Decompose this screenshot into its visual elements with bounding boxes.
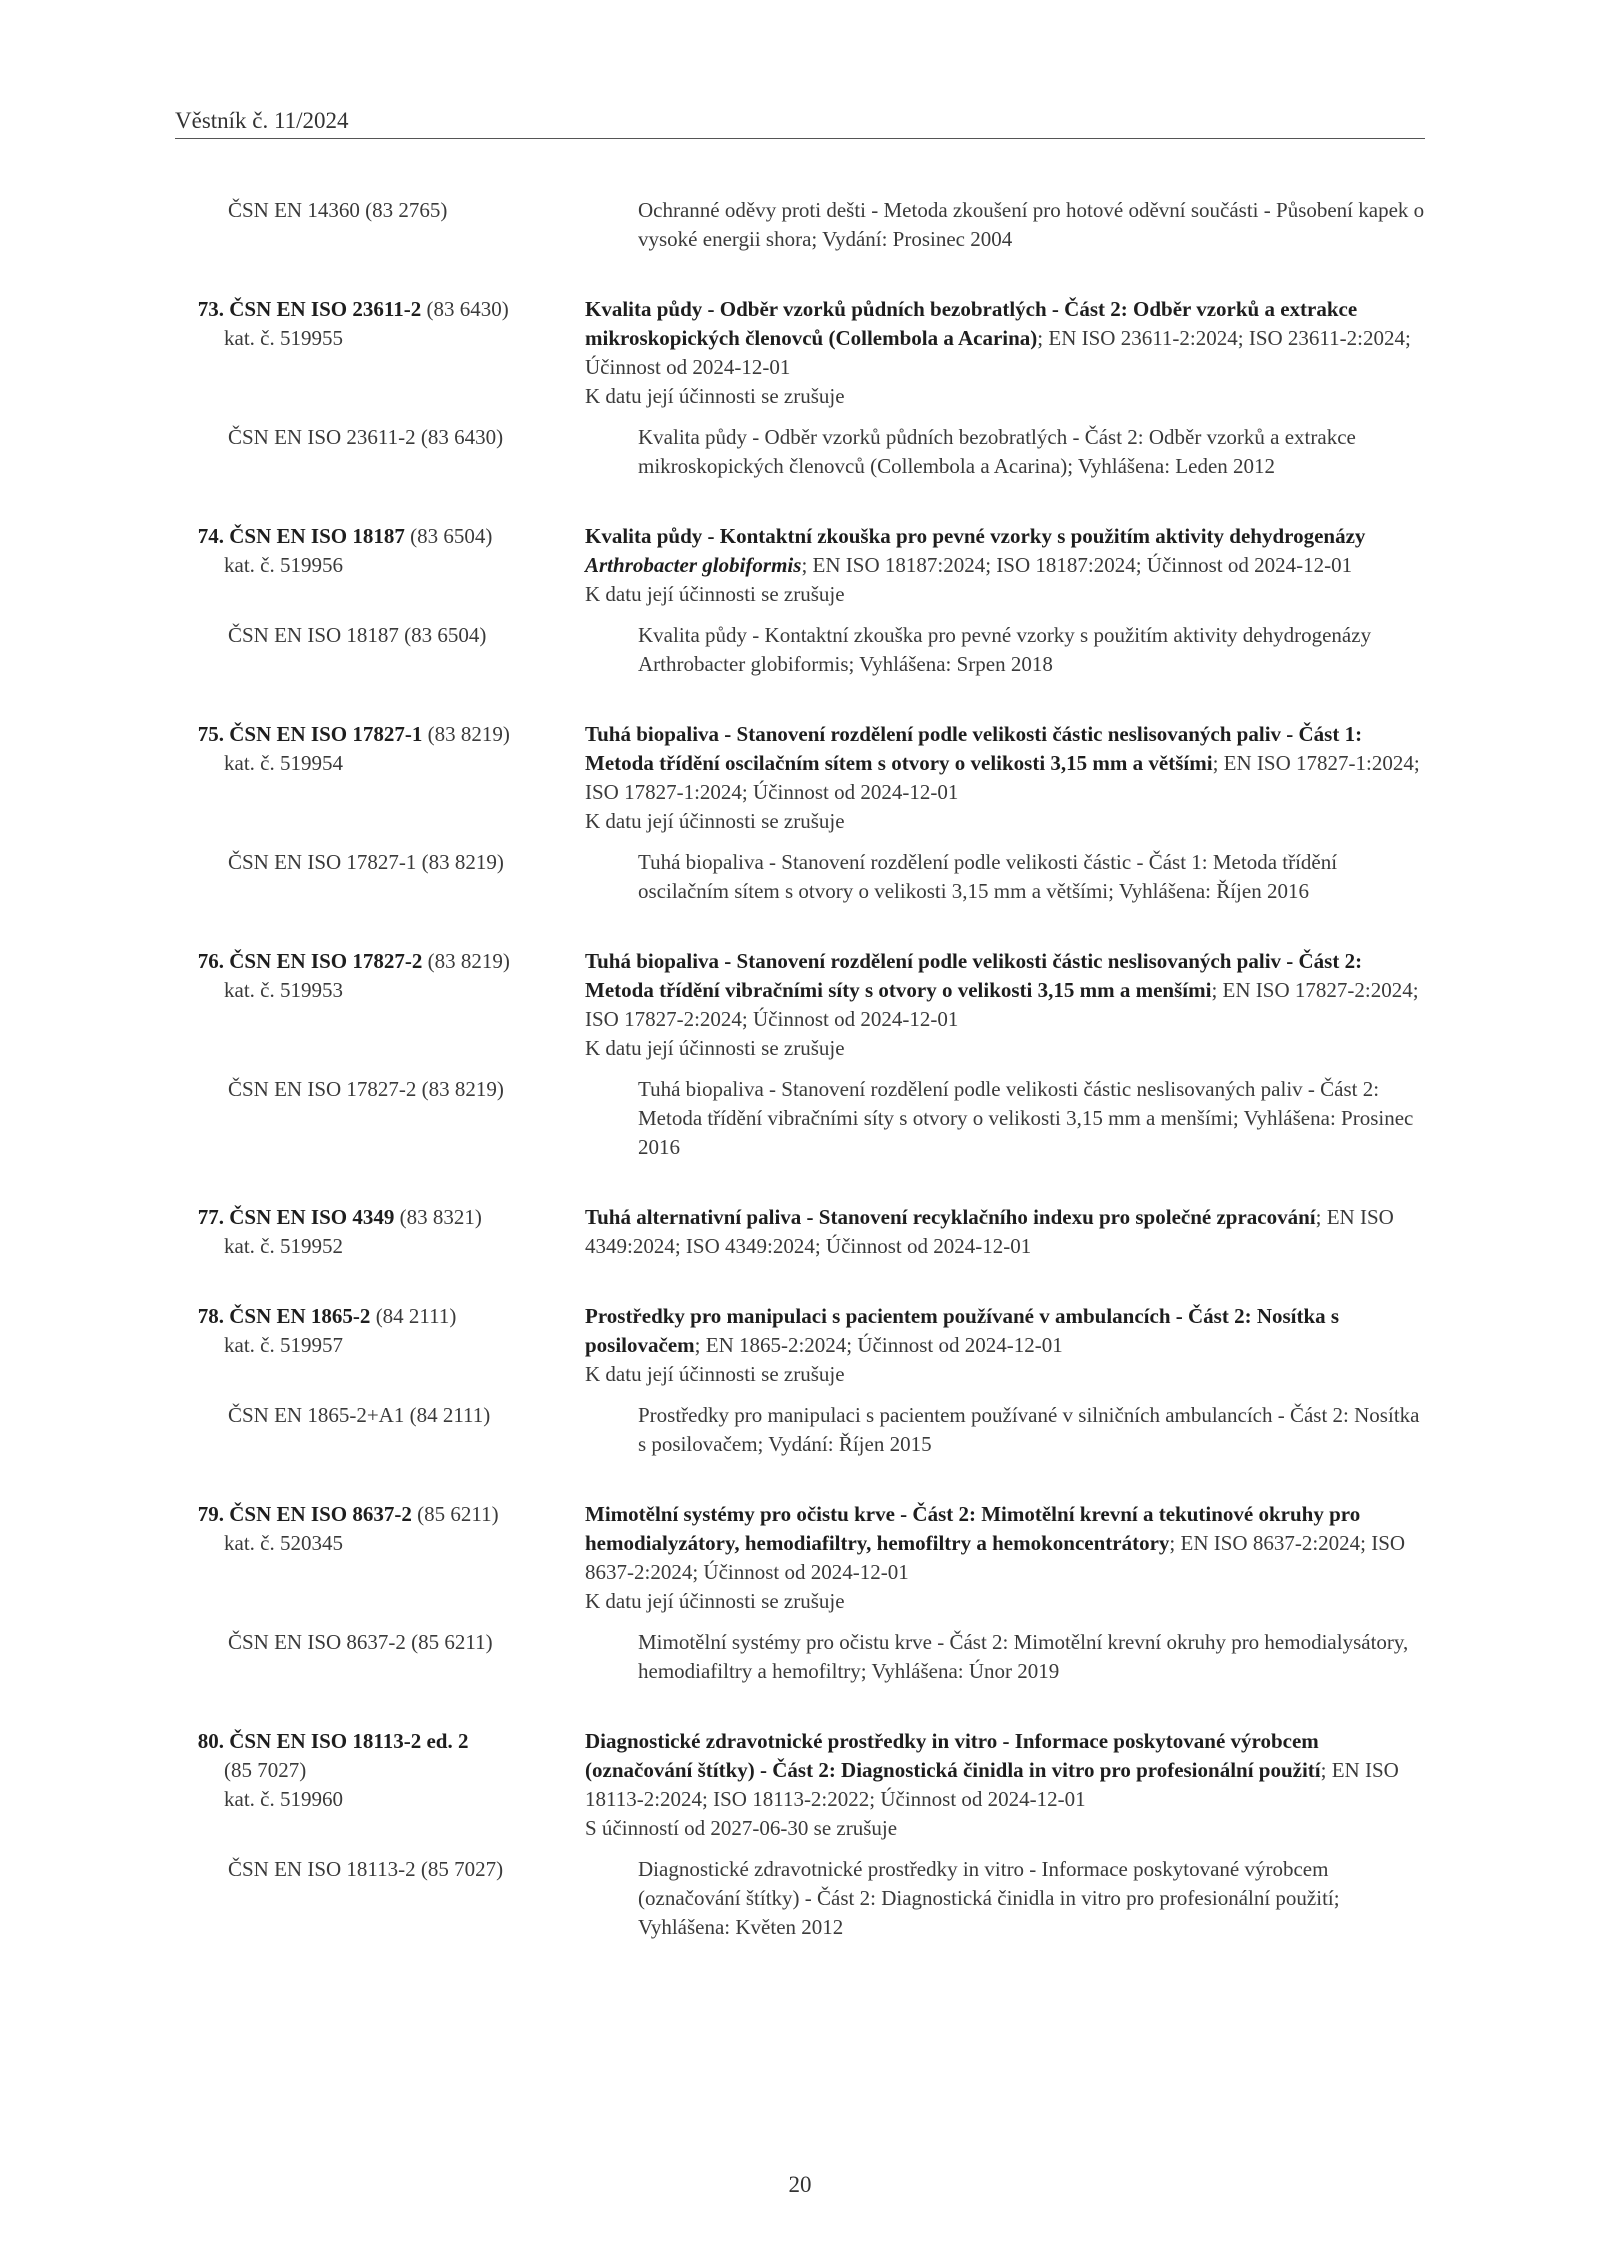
classification-code: (85 7027) bbox=[224, 1758, 307, 1782]
standard-code: ČSN EN ISO 17827-1 bbox=[229, 722, 423, 746]
replaced-standard-code: ČSN EN 1865-2+A1 (84 2111) bbox=[228, 1403, 491, 1427]
standard-code: ČSN EN ISO 4349 bbox=[229, 1205, 395, 1229]
standard-code: ČSN EN ISO 18113-2 ed. 2 bbox=[229, 1729, 469, 1753]
standard-title: Tuhá biopaliva - Stanovení rozdělení podle velikosti částic neslisovaných paliv - Část 2: Metoda třídění vibračními síty s otvory o velikosti 3,15 mm a menšími bbox=[585, 949, 1363, 1002]
standard-entry-80 bbox=[175, 1727, 1425, 1942]
standard-details: ; EN ISO 17827-2:2024; ISO 17827-2:2024; Účinnost od 2024-12-01 bbox=[585, 978, 1419, 1031]
entry-number: 77. bbox=[197, 1205, 224, 1229]
standard-title-italic: Arthrobacter globiformis bbox=[585, 553, 802, 577]
standard-details: ; EN ISO 4349:2024; ISO 4349:2024; Účinnost od 2024-12-01 bbox=[585, 1205, 1394, 1258]
replaced-standard-text: Kvalita půdy - Odběr vzorků půdních bezobratlých - Část 2: Odběr vzorků a extrakce mikroskopických členovců (Collembola a Acarina); Vyhlášena: Leden 2012 bbox=[638, 425, 1356, 478]
replaced-standard-code: ČSN EN ISO 18187 (83 6504) bbox=[228, 623, 487, 647]
replaced-standard-text: Mimotělní systémy pro očistu krve - Část 2: Mimotělní krevní okruhy pro hemodialysátory, hemodiafiltry a hemofiltry; Vyhlášena: Únor 2019 bbox=[638, 1630, 1409, 1683]
standard-code: ČSN EN 1865-2 bbox=[229, 1304, 371, 1328]
entry-number: 78. bbox=[197, 1304, 224, 1328]
classification-code: (83 6430) bbox=[426, 297, 509, 321]
standard-details: ; EN ISO 17827-1:2024; ISO 17827-1:2024; Účinnost od 2024-12-01 bbox=[585, 751, 1420, 804]
standard-code: ČSN EN ISO 17827-2 bbox=[229, 949, 423, 973]
catalog-number: kat. č. 519954 bbox=[224, 751, 343, 775]
standard-entry-76 bbox=[175, 947, 1425, 1162]
replaced-standard-code: ČSN EN ISO 17827-2 (83 8219) bbox=[228, 1077, 504, 1101]
replaced-standard-text: Prostředky pro manipulaci s pacientem používané v silničních ambulancích - Část 2: Nosítka s posilovačem; Vydání: Říjen 2015 bbox=[638, 1403, 1420, 1456]
catalog-number: kat. č. 520345 bbox=[224, 1531, 343, 1555]
entry-number: 79. bbox=[197, 1502, 224, 1526]
standard-details: ; EN ISO 18113-2:2024; ISO 18113-2:2022; Účinnost od 2024-12-01 bbox=[585, 1758, 1399, 1811]
classification-code: (83 8321) bbox=[399, 1205, 482, 1229]
bulletin-header: Věstník č. 11/2024 bbox=[175, 108, 1425, 139]
entry-number: 80. bbox=[197, 1729, 224, 1753]
standard-title: Diagnostické zdravotnické prostředky in vitro - Informace poskytované výrobcem (označování štítky) - Část 2: Diagnostická činidla in vitro pro profesionální použití bbox=[585, 1729, 1321, 1782]
standard-title: Kvalita půdy - Odběr vzorků půdních bezobratlých - Část 2: Odběr vzorků a extrakce mikroskopických členovců (Collembola a Acarina) bbox=[585, 297, 1358, 350]
standards-list bbox=[175, 196, 1425, 1983]
catalog-number: kat. č. 519952 bbox=[224, 1234, 343, 1258]
replaced-standard-text: Tuhá biopaliva - Stanovení rozdělení podle velikosti částic neslisovaných paliv - Část 2: Metoda třídění vibračními síty s otvory o velikosti 3,15 mm a menšími; Vyhlášena: Prosinec 2016 bbox=[638, 1077, 1414, 1159]
standard-details: ; EN ISO 8637-2:2024; ISO 8637-2:2024; Účinnost od 2024-12-01 bbox=[585, 1531, 1406, 1584]
standard-title: Tuhá alternativní paliva - Stanovení recyklačního indexu pro společné zpracování bbox=[585, 1205, 1316, 1229]
replacement-note: K datu její účinnosti se zrušuje bbox=[585, 809, 845, 833]
replaced-standard-code: ČSN EN 14360 (83 2765) bbox=[228, 198, 448, 222]
catalog-number: kat. č. 519957 bbox=[224, 1333, 343, 1357]
standard-details: ; EN 1865-2:2024; Účinnost od 2024-12-01 bbox=[694, 1333, 1063, 1357]
standard-entry-75 bbox=[175, 720, 1425, 906]
standard-entry-77 bbox=[175, 1203, 1425, 1261]
replaced-standard-code: ČSN EN ISO 23611-2 (83 6430) bbox=[228, 425, 504, 449]
catalog-number: kat. č. 519956 bbox=[224, 553, 343, 577]
catalog-number: kat. č. 519955 bbox=[224, 326, 343, 350]
standard-code: ČSN EN ISO 18187 bbox=[229, 524, 405, 548]
standard-code: ČSN EN ISO 8637-2 bbox=[229, 1502, 412, 1526]
standard-title: Prostředky pro manipulaci s pacientem používané v ambulancích - Část 2: Nosítka s posilovačem bbox=[585, 1304, 1340, 1357]
page-number: 20 bbox=[788, 2172, 812, 2197]
entry-number: 76. bbox=[197, 949, 224, 973]
standard-title: Kvalita půdy - Kontaktní zkouška pro pevné vzorky s použitím aktivity dehydrogenázy bbox=[585, 524, 1366, 548]
replacement-note: K datu její účinnosti se zrušuje bbox=[585, 384, 845, 408]
replaced-standard-text: Ochranné oděvy proti dešti - Metoda zkoušení pro hotové oděvní součásti - Působení kapek o vysoké energii shora; Vydání: Prosinec 2004 bbox=[638, 198, 1425, 251]
entry-number: 74. bbox=[197, 524, 224, 548]
replacement-note: K datu její účinnosti se zrušuje bbox=[585, 582, 845, 606]
classification-code: (85 6211) bbox=[417, 1502, 499, 1526]
replaced-standard-text: Diagnostické zdravotnické prostředky in vitro - Informace poskytované výrobcem (označování štítky) - Část 2: Diagnostická činidla in vitro pro profesionální použití; Vyhlášena: Květen 2012 bbox=[638, 1857, 1340, 1939]
replaced-standard-code: ČSN EN ISO 17827-1 (83 8219) bbox=[228, 850, 504, 874]
standard-details: ; EN ISO 23611-2:2024; ISO 23611-2:2024; Účinnost od 2024-12-01 bbox=[585, 326, 1411, 379]
replacement-note: K datu její účinnosti se zrušuje bbox=[585, 1036, 845, 1060]
replaced-standard-code: ČSN EN ISO 8637-2 (85 6211) bbox=[228, 1630, 493, 1654]
catalog-number: kat. č. 519960 bbox=[224, 1787, 343, 1811]
classification-code: (84 2111) bbox=[375, 1304, 457, 1328]
entry-number: 73. bbox=[197, 297, 224, 321]
classification-code: (83 6504) bbox=[410, 524, 493, 548]
replaced-standard-text: Tuhá biopaliva - Stanovení rozdělení podle velikosti částic - Část 1: Metoda třídění oscilačním sítem s otvory o velikosti 3,15 mm a většími; Vyhlášena: Říjen 2016 bbox=[638, 850, 1338, 903]
classification-code: (83 8219) bbox=[427, 949, 510, 973]
standard-entry-73 bbox=[175, 295, 1425, 481]
continuation-entry bbox=[175, 196, 1425, 254]
replaced-standard-text: Kvalita půdy - Kontaktní zkouška pro pevné vzorky s použitím aktivity dehydrogenázy Arthrobacter globiformis; Vyhlášena: Srpen 2018 bbox=[638, 623, 1372, 676]
classification-code: (83 8219) bbox=[427, 722, 510, 746]
standard-details: ; EN ISO 18187:2024; ISO 18187:2024; Účinnost od 2024-12-01 bbox=[801, 553, 1353, 577]
standard-code: ČSN EN ISO 23611-2 bbox=[229, 297, 422, 321]
replacement-note: S účinností od 2027-06-30 se zrušuje bbox=[585, 1816, 898, 1840]
standard-title: Mimotělní systémy pro očistu krve - Část 2: Mimotělní krevní a tekutinové okruhy pro hemodialyzátory, hemodiafiltry, hemofiltry a hemokoncentrátory bbox=[585, 1502, 1361, 1555]
entry-number: 75. bbox=[197, 722, 224, 746]
standard-title: Tuhá biopaliva - Stanovení rozdělení podle velikosti částic neslisovaných paliv - Část 1: Metoda třídění oscilačním sítem s otvory o velikosti 3,15 mm a většími bbox=[585, 722, 1363, 775]
standard-entry-79 bbox=[175, 1500, 1425, 1686]
replacement-note: K datu její účinnosti se zrušuje bbox=[585, 1589, 845, 1613]
catalog-number: kat. č. 519953 bbox=[224, 978, 343, 1002]
standard-entry-78 bbox=[175, 1302, 1425, 1459]
standard-entry-74 bbox=[175, 522, 1425, 679]
replacement-note: K datu její účinnosti se zrušuje bbox=[585, 1362, 845, 1386]
replaced-standard-code: ČSN EN ISO 18113-2 (85 7027) bbox=[228, 1857, 504, 1881]
